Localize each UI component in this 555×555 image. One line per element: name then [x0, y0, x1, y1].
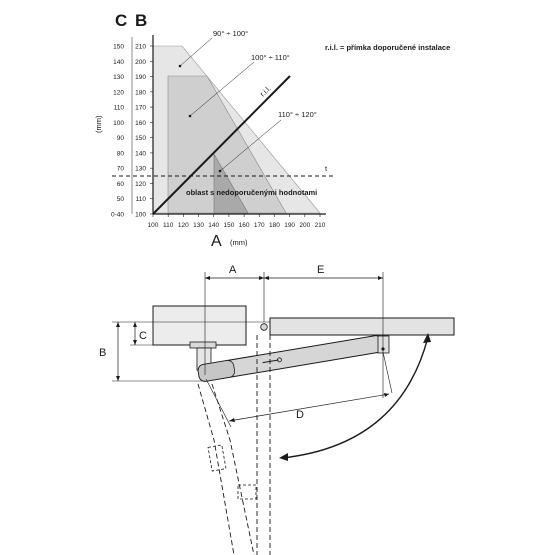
opening-arc-arrow-bottom — [279, 453, 288, 461]
axis-b-letter: B — [135, 11, 148, 30]
bottom-unit: (mm) — [230, 238, 248, 247]
a-tick-labels — [148, 214, 326, 229]
selection-chart — [94, 11, 450, 250]
dot-100-110 — [189, 115, 192, 118]
a-tick-label: 160 — [238, 222, 250, 229]
c-tick-label: 120 — [113, 89, 124, 97]
label-100-110: 100° ÷ 110° — [251, 53, 290, 62]
ril-line-label: r.i.l. — [258, 83, 273, 99]
axis-c-letter: C — [115, 11, 128, 30]
a-tick-label: 110 — [162, 222, 174, 229]
c-tick-labels — [111, 44, 124, 219]
c-tick-label: 150 — [113, 43, 124, 51]
a-tick-label: 210 — [314, 222, 326, 229]
dim-d-ext-left — [206, 379, 231, 427]
a-tick-label: 190 — [284, 222, 296, 229]
dot-90-100 — [179, 65, 182, 68]
installation-drawing — [112, 272, 454, 555]
b-tick-label: 170 — [135, 104, 146, 112]
label-c: C — [139, 330, 147, 342]
c-tick-label: 50 — [116, 196, 124, 204]
a-tick-label: 100 — [147, 222, 159, 229]
dim-d-line — [229, 394, 389, 421]
b-tick-label: 150 — [135, 135, 146, 143]
b-tick-label: 210 — [135, 43, 146, 51]
a-tick-label: 120 — [177, 222, 189, 229]
left-unit: (mm) — [94, 115, 103, 133]
b-tick-label: 180 — [135, 89, 146, 97]
dim-d-ext-right — [383, 352, 392, 393]
dot-110-120 — [219, 170, 222, 173]
b-tick-labels — [135, 44, 153, 219]
b-tick-label: 190 — [135, 74, 146, 82]
t-label: t — [325, 164, 328, 173]
a-tick-label: 170 — [253, 222, 265, 229]
label-e: E — [317, 264, 325, 276]
b-tick-label: 160 — [135, 119, 146, 127]
b-tick-label: 120 — [135, 180, 146, 188]
operator-open-end — [238, 485, 256, 499]
b-tick-label: 140 — [135, 150, 146, 158]
c-tick-label: 100 — [113, 119, 124, 127]
not-recommended-note: oblast s nedoporučenými hodnotami — [186, 188, 318, 197]
operator-open-outline-right — [212, 384, 254, 555]
a-tick-label: 180 — [269, 222, 280, 229]
c-tick-label: 70 — [116, 165, 124, 173]
c-tick-label: 90 — [116, 135, 124, 143]
a-tick-label: 200 — [299, 222, 311, 229]
pillar — [153, 306, 246, 345]
a-tick-label: 150 — [223, 222, 235, 229]
b-tick-label: 110 — [135, 196, 146, 204]
gate-leaf — [270, 318, 454, 335]
legend-note: r.i.l. = přímka doporučené instalace — [325, 43, 451, 52]
c-tick-label: 80 — [116, 150, 124, 158]
c-tick-label: 140 — [113, 58, 124, 66]
label-b: B — [99, 347, 107, 359]
operator-open-outline-left — [198, 384, 234, 555]
rear-bracket-plate — [190, 342, 216, 348]
label-a: A — [229, 264, 237, 276]
b-tick-label: 100 — [135, 211, 146, 219]
label-d: D — [296, 409, 304, 421]
dim-arrows-bc — [116, 322, 137, 381]
axis-a-letter: A — [211, 233, 222, 250]
c-tick-label: 110 — [113, 104, 124, 112]
label-90-100: 90° ÷ 100° — [213, 29, 249, 38]
c-tick-label: 0-40 — [110, 211, 124, 219]
a-tick-label: 140 — [208, 222, 220, 229]
label-110-120: 110° ÷ 120° — [278, 110, 317, 119]
b-tick-label: 200 — [135, 58, 146, 66]
c-tick-label: 60 — [116, 180, 124, 188]
gate-hinge — [261, 324, 268, 331]
a-tick-label: 130 — [193, 222, 204, 229]
c-tick-label: 130 — [113, 74, 124, 82]
b-tick-label: 130 — [135, 165, 146, 173]
